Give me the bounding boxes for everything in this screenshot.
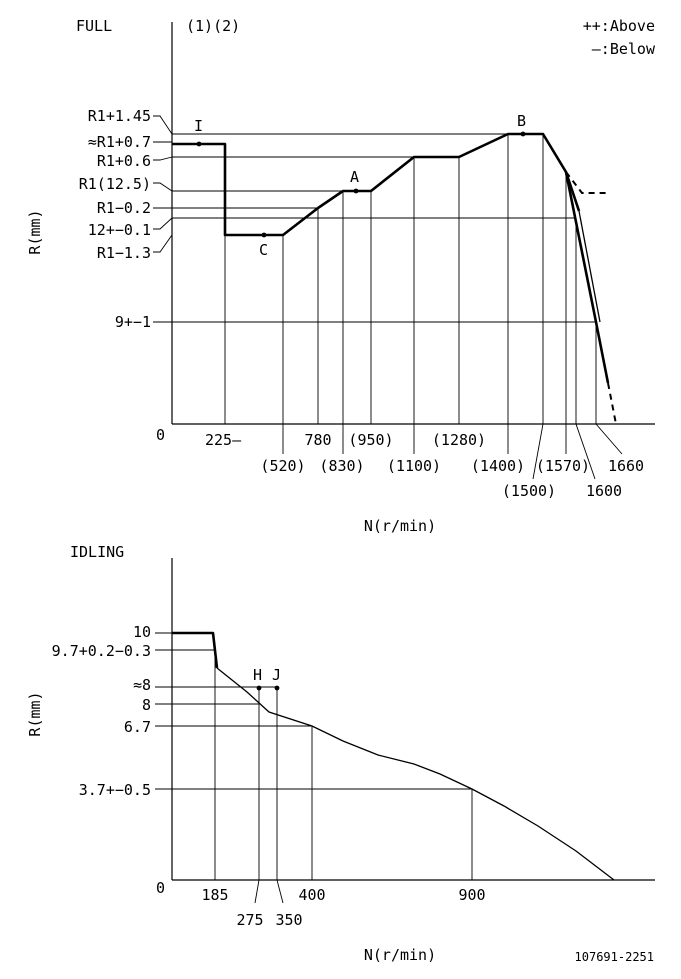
ytick-9-plus-minus-1: 9+−1 (114, 313, 151, 331)
idling-x-axis-label: N(r/min) (363, 946, 437, 964)
idling-y-axis-label: R(mm) (26, 691, 44, 737)
xtick-780: 780 (304, 431, 332, 449)
point-j-marker (275, 686, 280, 691)
ytick-12-plus-minus-0-1: 12+−0.1 (87, 221, 151, 239)
xtick-1570: (1570) (535, 457, 591, 475)
leader-12-plus-minus-0-1 (153, 218, 172, 229)
idling-curve-flat (172, 633, 217, 668)
ivref-350 (277, 688, 283, 903)
ytick-r1-minus-1-3: R1−1.3 (96, 244, 151, 262)
iytick-approx-8: ≈8 (132, 676, 151, 694)
point-h-marker (257, 686, 262, 691)
full-curve-below-dashed (608, 383, 616, 424)
vref-1500 (533, 134, 543, 479)
full-curve-above-descent (579, 211, 600, 322)
point-b-marker (521, 132, 526, 137)
iytick-3-7: 3.7+−0.5 (78, 781, 151, 799)
xtick-1100: (1100) (386, 457, 442, 475)
point-i-marker (197, 142, 202, 147)
xtick-830: (830) (319, 457, 365, 475)
ixtick-275: 275 (236, 911, 264, 929)
ytick-r1-12-5: R1(12.5) (78, 175, 151, 193)
document-id: 107691-2251 (574, 950, 654, 964)
full-curve-main (172, 134, 579, 235)
idling-x-tick-labels (201, 886, 485, 929)
idling-origin-label: 0 (156, 879, 166, 897)
idling-chart (26, 543, 655, 964)
xtick-225: 225— (205, 431, 242, 449)
full-chart (26, 17, 655, 535)
legend (583, 17, 656, 58)
full-x-axis-label: N(r/min) (363, 517, 437, 535)
ytick-r1-plus-0-7: ≈R1+0.7 (87, 133, 151, 151)
xtick-1500: (1500) (501, 482, 557, 500)
idling-x-reference-lines (215, 650, 472, 903)
point-j-label: J (272, 666, 282, 684)
ixtick-400: 400 (298, 886, 326, 904)
idling-chart-title: IDLING (70, 543, 125, 561)
ytick-r1-plus-0-6: R1+0.6 (96, 152, 151, 170)
idling-y-tick-labels (52, 623, 151, 799)
xtick-1400: (1400) (470, 457, 526, 475)
idling-y-reference-lines (155, 633, 472, 789)
leader-r1-12-5 (153, 183, 172, 191)
ixtick-185: 185 (201, 886, 229, 904)
xtick-1600: 1600 (585, 482, 623, 500)
full-chart-title: FULL (76, 17, 113, 35)
full-y-label-leaders (153, 116, 172, 322)
point-i-label: I (194, 117, 204, 135)
legend-above: ++:Above (582, 17, 655, 35)
point-h-label: H (253, 666, 263, 684)
vref-1600 (576, 218, 595, 479)
iytick-10: 10 (132, 623, 151, 641)
iytick-6-7: 6.7 (123, 718, 151, 736)
full-x-tick-labels (205, 431, 644, 500)
full-y-tick-labels (79, 107, 151, 331)
ixtick-350: 350 (275, 911, 303, 929)
leader-r1-plus-0-6 (153, 157, 172, 160)
full-x-reference-lines (225, 134, 622, 479)
xtick-1660: 1660 (607, 457, 645, 475)
point-a-marker (354, 189, 359, 194)
point-b-label: B (517, 112, 527, 130)
point-c-label: C (259, 241, 269, 259)
ivref-275 (255, 688, 259, 903)
leader-r1-plus-1-45 (153, 116, 172, 134)
xtick-1280: (1280) (431, 431, 487, 449)
leader-r1-minus-1-3 (153, 235, 172, 252)
ytick-r1-plus-1-45: R1+1.45 (87, 107, 151, 125)
full-chart-subtitle: (1)(2) (186, 17, 241, 35)
ixtick-900: 900 (458, 886, 486, 904)
xtick-520: (520) (260, 457, 306, 475)
xtick-950: (950) (348, 431, 394, 449)
ytick-r1-minus-0-2: R1−0.2 (96, 199, 151, 217)
full-origin-label: 0 (156, 426, 166, 444)
point-a-label: A (350, 168, 360, 186)
full-y-axis-label: R(mm) (26, 209, 44, 255)
point-c-marker (262, 233, 267, 238)
full-y-reference-lines (172, 134, 596, 322)
iytick-9-7: 9.7+0.2−0.3 (51, 642, 151, 660)
iytick-8: 8 (141, 696, 151, 714)
legend-below: —:Below (591, 40, 655, 58)
full-curve-below-descent (566, 172, 608, 383)
